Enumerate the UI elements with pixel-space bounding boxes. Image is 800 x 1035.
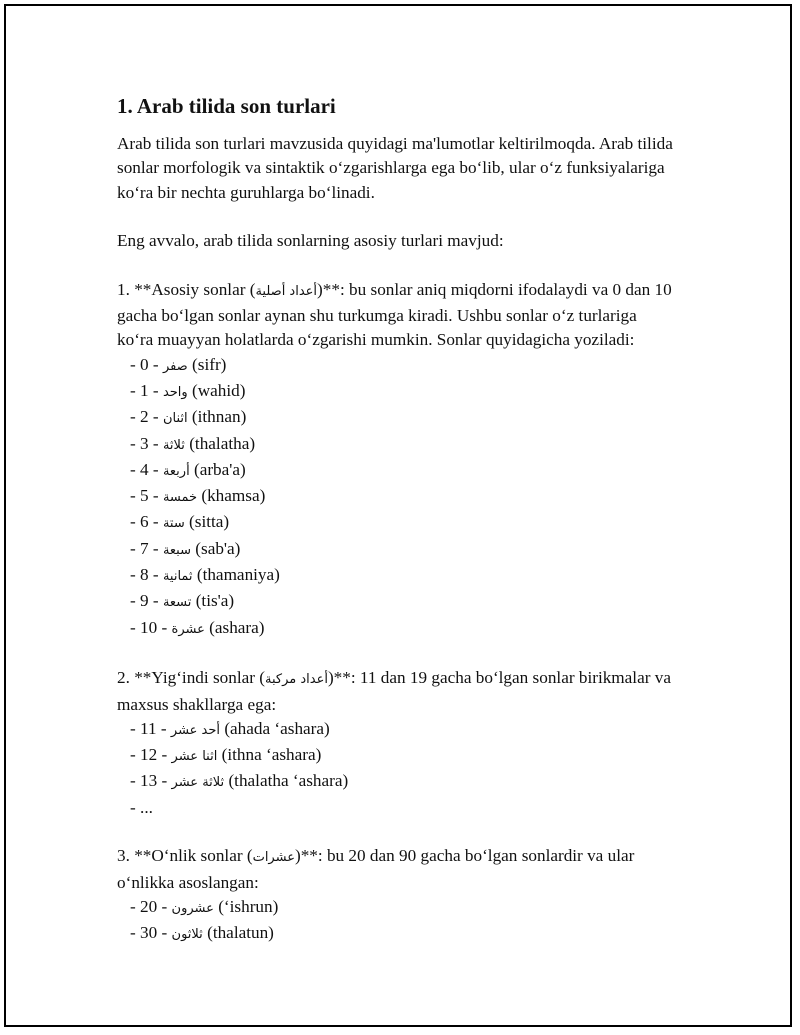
list-item bbox=[117, 379, 677, 405]
item-transliteration: (thalatha) bbox=[184, 433, 256, 453]
item-transliteration: (‘ishrun) bbox=[213, 896, 279, 916]
list-item bbox=[117, 589, 677, 615]
paragraph-gap bbox=[117, 642, 677, 666]
item-arabic: تسعة bbox=[162, 595, 192, 611]
item-number: - 30 - bbox=[130, 923, 172, 943]
list-item bbox=[117, 769, 677, 795]
tens-numbers-list bbox=[117, 895, 677, 948]
item-arabic: اثنان bbox=[162, 411, 188, 427]
list-item bbox=[117, 921, 677, 947]
item-arabic: خمسة bbox=[162, 490, 198, 506]
list-item bbox=[117, 484, 677, 510]
item-number: - 7 - bbox=[130, 538, 163, 558]
item-ellipsis: - ... bbox=[130, 797, 153, 817]
item-arabic: اثنا عشر bbox=[171, 749, 218, 765]
tens-numbers-paragraph bbox=[117, 844, 677, 895]
item-number: - 20 - bbox=[130, 896, 172, 916]
item-number: - 6 - bbox=[130, 512, 163, 532]
item-transliteration: (sab'a) bbox=[191, 538, 241, 558]
item-arabic: ستة bbox=[162, 516, 185, 532]
item-transliteration: (sitta) bbox=[184, 512, 230, 532]
item-arabic: أحد عشر bbox=[170, 722, 221, 738]
item-number: - 8 - bbox=[130, 565, 163, 585]
list-item bbox=[117, 616, 677, 642]
paragraph-gap bbox=[117, 205, 677, 229]
item-number: - 13 - bbox=[130, 771, 172, 791]
compound-numbers-pre: 2. **Yig‘indi sonlar ( bbox=[117, 668, 265, 688]
item-arabic: صفر bbox=[162, 358, 188, 374]
item-arabic: ثلاثون bbox=[171, 927, 203, 943]
compound-numbers-paragraph bbox=[117, 666, 677, 717]
list-item bbox=[117, 563, 677, 589]
compound-numbers-arabic: أعداد مركبة bbox=[265, 672, 328, 688]
compound-numbers-list bbox=[117, 717, 677, 820]
item-arabic: أربعة bbox=[162, 463, 190, 479]
list-item bbox=[117, 796, 677, 820]
item-transliteration: (thalatha ‘ashara) bbox=[224, 771, 349, 791]
item-transliteration: (ithnan) bbox=[187, 407, 247, 427]
item-transliteration: (ahada ‘ashara) bbox=[220, 718, 330, 738]
item-transliteration: (khamsa) bbox=[197, 486, 266, 506]
lead-paragraph: Eng avvalo, arab tilida sonlarning asosiy turlari mavjud: bbox=[117, 231, 504, 251]
item-arabic: ثلاثة bbox=[162, 437, 185, 453]
item-transliteration: (tis'a) bbox=[191, 591, 235, 611]
cardinal-numbers-post: )**: bu sonlar aniq miqdorni ifodalaydi va 0 dan 10 gacha bo‘lgan sonlar aynan shu turkumga kiradi. Ushbu sonlar o‘z turlariga ko‘ra muayyan holatlarda o‘zgarishi mumkin. Sonlar quyidagicha yoziladi: bbox=[117, 279, 672, 350]
item-arabic: عشرون bbox=[171, 900, 214, 916]
list-item bbox=[117, 458, 677, 484]
list-item bbox=[117, 510, 677, 536]
cardinal-numbers-arabic: أعداد أصلية bbox=[255, 283, 318, 299]
list-item bbox=[117, 353, 677, 379]
item-number: - 11 - bbox=[130, 718, 171, 738]
item-transliteration: (ashara) bbox=[204, 617, 265, 637]
section-heading: 1. Arab tilida son turlari bbox=[117, 94, 336, 118]
item-number: - 2 - bbox=[130, 407, 163, 427]
item-arabic: عشرة bbox=[171, 621, 205, 637]
item-arabic: سبعة bbox=[162, 542, 191, 558]
item-transliteration: (thalatun) bbox=[202, 923, 274, 943]
item-number: - 4 - bbox=[130, 459, 163, 479]
item-number: - 1 - bbox=[130, 380, 163, 400]
list-item bbox=[117, 432, 677, 458]
cardinal-numbers-list bbox=[117, 353, 677, 642]
cardinal-numbers-pre: 1. **Asosiy sonlar ( bbox=[117, 279, 256, 299]
list-item bbox=[117, 895, 677, 921]
item-number: - 3 - bbox=[130, 433, 163, 453]
compound-numbers-post: )**: 11 dan 19 gacha bo‘lgan sonlar birikmalar va maxsus shakllarga ega: bbox=[117, 668, 671, 714]
item-transliteration: (wahid) bbox=[187, 380, 246, 400]
document-body bbox=[117, 92, 677, 948]
item-transliteration: (ithna ‘ashara) bbox=[217, 745, 322, 765]
item-number: - 5 - bbox=[130, 486, 163, 506]
tens-numbers-arabic: عشرات bbox=[252, 850, 295, 866]
list-item bbox=[117, 537, 677, 563]
list-item bbox=[117, 743, 677, 769]
item-arabic: ثلاثة عشر bbox=[171, 775, 225, 791]
item-arabic: واحد bbox=[162, 384, 188, 400]
tens-numbers-pre: 3. **O‘nlik sonlar ( bbox=[117, 846, 253, 866]
tens-numbers-post: )**: bu 20 dan 90 gacha bo‘lgan sonlardir va ular o‘nlikka asoslangan: bbox=[117, 846, 635, 892]
item-transliteration: (sifr) bbox=[187, 354, 227, 374]
intro-paragraph: Arab tilida son turlari mavzusida quyidagi ma'lumotlar keltirilmoqda. Arab tilida sonlar morfologik va sintaktik o‘zgarishlarga ega bo‘lib, ular o‘z funksiyalariga ko‘ra bir nechta guruhlarga bo‘linadi. bbox=[117, 134, 673, 202]
item-number: - 9 - bbox=[130, 591, 163, 611]
list-item bbox=[117, 405, 677, 431]
item-arabic: ثمانية bbox=[162, 569, 193, 585]
item-transliteration: (thamaniya) bbox=[192, 565, 280, 585]
paragraph-gap bbox=[117, 820, 677, 844]
item-number: - 12 - bbox=[130, 745, 172, 765]
item-number: - 10 - bbox=[130, 617, 172, 637]
paragraph-gap bbox=[117, 253, 677, 277]
cardinal-numbers-paragraph bbox=[117, 278, 677, 353]
item-transliteration: (arba'a) bbox=[189, 459, 246, 479]
item-number: - 0 - bbox=[130, 354, 163, 374]
list-item bbox=[117, 717, 677, 743]
